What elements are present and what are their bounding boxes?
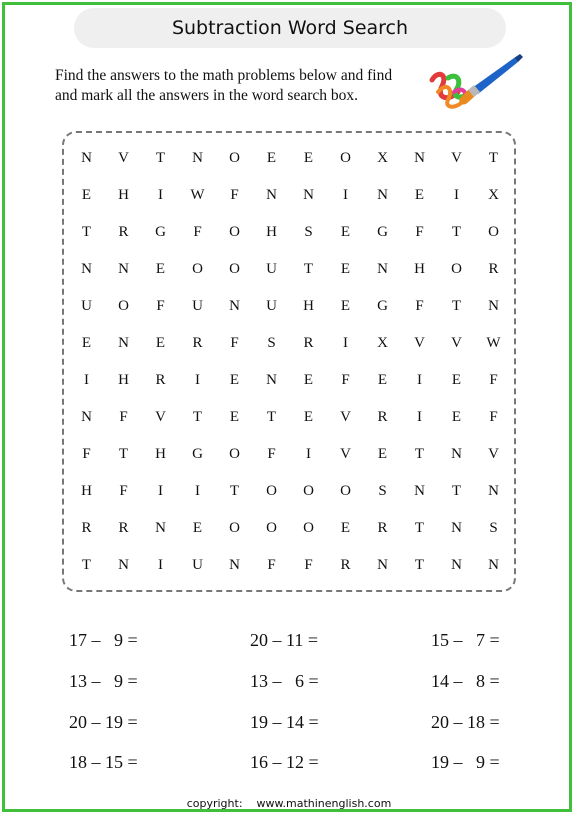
grid-letter[interactable]: N [488, 298, 499, 314]
grid-letter[interactable]: T [266, 409, 277, 425]
grid-letter[interactable]: U [192, 557, 203, 573]
grid-letter[interactable]: F [82, 446, 91, 462]
grid-letter[interactable]: E [229, 372, 240, 388]
grid-letter[interactable]: N [451, 557, 462, 573]
grid-letter[interactable]: E [340, 224, 351, 240]
grid-letter[interactable]: F [230, 335, 239, 351]
math-problem: 20 – 11 = [250, 630, 318, 650]
grid-letter[interactable]: T [451, 298, 462, 314]
grid-letter[interactable]: N [488, 557, 499, 573]
grid-letter[interactable]: N [118, 557, 129, 573]
grid-letter[interactable]: R [340, 557, 351, 573]
grid-letter[interactable]: I [306, 446, 311, 462]
grid-letter[interactable]: I [417, 372, 422, 388]
grid-letter[interactable]: E [451, 372, 462, 388]
grid-letter[interactable]: N [451, 446, 462, 462]
grid-letter[interactable]: O [229, 520, 240, 536]
grid-letter[interactable]: E [377, 446, 388, 462]
math-problem: 17 – 9 = [69, 630, 138, 650]
grid-letter[interactable]: I [454, 187, 459, 203]
grid-letter[interactable]: X [377, 150, 388, 166]
grid-letter[interactable]: O [229, 224, 240, 240]
grid-letter[interactable]: G [377, 224, 388, 240]
grid-letter[interactable]: X [377, 335, 388, 351]
grid-letter[interactable]: N [155, 520, 166, 536]
grid-letter[interactable]: O [303, 483, 314, 499]
grid-letter[interactable]: V [488, 446, 499, 462]
grid-letter[interactable]: F [489, 409, 498, 425]
grid-letter[interactable]: N [229, 557, 240, 573]
grid-letter[interactable]: N [81, 261, 92, 277]
grid-letter[interactable]: O [266, 483, 277, 499]
grid-letter[interactable]: R [118, 224, 129, 240]
grid-letter[interactable]: E [377, 372, 388, 388]
grid-letter[interactable]: V [155, 409, 166, 425]
grid-letter[interactable]: S [489, 520, 498, 536]
grid-letter[interactable]: S [304, 224, 313, 240]
math-problem: 19 – 14 = [250, 712, 319, 732]
math-problem: 14 – 8 = [431, 671, 500, 691]
grid-letter[interactable]: I [158, 557, 163, 573]
grid-letter[interactable]: N [81, 409, 92, 425]
grid-letter[interactable]: N [192, 150, 203, 166]
grid-letter[interactable]: T [414, 446, 425, 462]
grid-letter[interactable]: T [118, 446, 129, 462]
grid-letter[interactable]: O [451, 261, 462, 277]
math-problem: 19 – 9 = [431, 752, 500, 772]
grid-letter[interactable]: E [81, 187, 92, 203]
grid-letter[interactable]: E [303, 372, 314, 388]
grid-letter[interactable]: S [267, 335, 276, 351]
grid-letter[interactable]: F [156, 298, 165, 314]
grid-letter[interactable]: E [192, 520, 203, 536]
math-problems [0, 624, 578, 772]
grid-letter[interactable]: V [451, 335, 462, 351]
math-problem: 20 – 18 = [431, 712, 500, 732]
grid-letter[interactable]: R [488, 261, 499, 277]
paint-brush-icon [428, 52, 524, 114]
math-problem: 20 – 19 = [69, 712, 138, 732]
grid-letter[interactable]: R [155, 372, 166, 388]
grid-letter[interactable]: V [340, 409, 351, 425]
grid-letter[interactable]: E [155, 261, 166, 277]
grid-letter[interactable]: T [155, 150, 166, 166]
grid-letter[interactable]: T [488, 150, 499, 166]
grid-letter[interactable]: T [451, 224, 462, 240]
grid-letter[interactable]: E [81, 335, 92, 351]
grid-letter[interactable]: U [192, 298, 203, 314]
grid-letter[interactable]: N [229, 298, 240, 314]
grid-letter[interactable]: S [378, 483, 387, 499]
grid-letter[interactable]: G [192, 446, 203, 462]
instructions [55, 66, 395, 106]
grid-letter[interactable]: R [377, 409, 388, 425]
grid-letter[interactable]: G [377, 298, 388, 314]
grid-letter[interactable]: R [303, 335, 314, 351]
grid-letter[interactable]: F [304, 557, 313, 573]
grid-letter[interactable]: I [158, 483, 163, 499]
page-title-text: Subtraction Word Search [171, 17, 409, 39]
grid-letter[interactable]: H [155, 446, 166, 462]
grid-letter[interactable]: V [451, 150, 462, 166]
math-problem: 15 – 7 = [431, 630, 500, 650]
grid-letter[interactable]: E [340, 261, 351, 277]
grid-letter[interactable]: I [195, 483, 200, 499]
grid-letter[interactable]: F [341, 372, 350, 388]
grid-letter[interactable]: T [81, 557, 92, 573]
grid-letter[interactable]: T [192, 409, 203, 425]
grid-letter[interactable]: F [119, 409, 128, 425]
grid-letter[interactable]: H [118, 372, 129, 388]
grid-letter[interactable]: N [118, 261, 129, 277]
grid-letter[interactable]: R [377, 520, 388, 536]
grid-letter[interactable]: W [190, 187, 205, 203]
grid-letter[interactable]: N [303, 187, 314, 203]
grid-letter[interactable]: F [415, 298, 424, 314]
math-problem: 13 – 9 = [69, 671, 138, 691]
grid-letter[interactable]: I [417, 409, 422, 425]
grid-letter[interactable]: N [451, 520, 462, 536]
grid-letter[interactable]: G [155, 224, 166, 240]
grid-letter[interactable]: E [303, 409, 314, 425]
grid-letter[interactable]: T [303, 261, 314, 277]
grid-letter[interactable]: O [488, 224, 499, 240]
grid-letter[interactable]: T [81, 224, 92, 240]
grid-letter[interactable]: H [118, 187, 129, 203]
instructions-line-1: Find the answers to the math problems below and find [55, 67, 393, 84]
math-problem: 18 – 15 = [69, 752, 138, 772]
grid-letter[interactable]: N [377, 557, 388, 573]
grid-letter[interactable]: N [414, 483, 425, 499]
grid-letter[interactable]: N [414, 150, 425, 166]
word-search-grid [68, 140, 512, 584]
grid-letter[interactable]: N [81, 150, 92, 166]
grid-letter[interactable]: E [155, 335, 166, 351]
grid-letter[interactable]: U [266, 261, 277, 277]
grid-letter[interactable]: T [451, 483, 462, 499]
grid-letter[interactable]: F [415, 224, 424, 240]
grid-letter[interactable]: I [343, 335, 348, 351]
grid-letter[interactable]: E [340, 520, 351, 536]
grid-letter[interactable]: H [414, 261, 425, 277]
grid-letter[interactable]: N [377, 187, 388, 203]
grid-letter[interactable]: O [229, 446, 240, 462]
grid-letter[interactable]: U [266, 298, 277, 314]
grid-letter[interactable]: I [343, 187, 348, 203]
grid-letter[interactable]: E [303, 150, 314, 166]
math-problem: 13 – 6 = [250, 671, 319, 691]
grid-letter[interactable]: N [266, 187, 277, 203]
grid-letter[interactable]: F [193, 224, 202, 240]
grid-letter[interactable]: O [229, 261, 240, 277]
grid-letter[interactable]: R [192, 335, 203, 351]
grid-letter[interactable]: I [84, 372, 89, 388]
grid-letter[interactable]: V [414, 335, 425, 351]
grid-letter[interactable]: V [340, 446, 351, 462]
grid-letter[interactable]: O [340, 150, 351, 166]
grid-letter[interactable]: V [118, 150, 129, 166]
grid-letter[interactable]: N [266, 372, 277, 388]
grid-letter[interactable]: X [488, 187, 499, 203]
grid-letter[interactable]: R [81, 520, 92, 536]
math-problem: 16 – 12 = [250, 752, 319, 772]
grid-letter[interactable]: T [229, 483, 240, 499]
grid-letter[interactable]: E [451, 409, 462, 425]
grid-letter[interactable]: O [229, 150, 240, 166]
grid-letter[interactable]: N [118, 335, 129, 351]
grid-letter[interactable]: H [81, 483, 92, 499]
grid-letter[interactable]: E [414, 187, 425, 203]
grid-letter[interactable]: N [377, 261, 388, 277]
grid-letter[interactable]: H [266, 224, 277, 240]
grid-letter[interactable]: F [119, 483, 128, 499]
grid-letter[interactable]: U [81, 298, 92, 314]
grid-letter[interactable]: O [266, 520, 277, 536]
grid-letter[interactable]: O [118, 298, 129, 314]
grid-letter[interactable]: F [489, 372, 498, 388]
grid-letter[interactable]: I [158, 187, 163, 203]
grid-letter[interactable]: E [266, 150, 277, 166]
grid-letter[interactable]: O [340, 483, 351, 499]
page-title [74, 8, 506, 48]
instructions-line-2: and mark all the answers in the word search box. [55, 87, 359, 104]
grid-letter[interactable]: T [414, 557, 425, 573]
grid-letter[interactable]: F [267, 446, 276, 462]
grid-letter[interactable]: R [118, 520, 129, 536]
grid-letter[interactable]: N [488, 483, 499, 499]
grid-letter[interactable]: O [303, 520, 314, 536]
grid-letter[interactable]: F [267, 557, 276, 573]
grid-letter[interactable]: T [414, 520, 425, 536]
grid-letter[interactable]: E [229, 409, 240, 425]
grid-letter[interactable]: I [195, 372, 200, 388]
grid-letter[interactable]: W [486, 335, 501, 351]
grid-letter[interactable]: O [192, 261, 203, 277]
grid-letter[interactable]: E [340, 298, 351, 314]
copyright-notice: copyright: www.mathinenglish.com [186, 797, 392, 810]
grid-letter[interactable]: H [303, 298, 314, 314]
grid-letter[interactable]: F [230, 187, 239, 203]
